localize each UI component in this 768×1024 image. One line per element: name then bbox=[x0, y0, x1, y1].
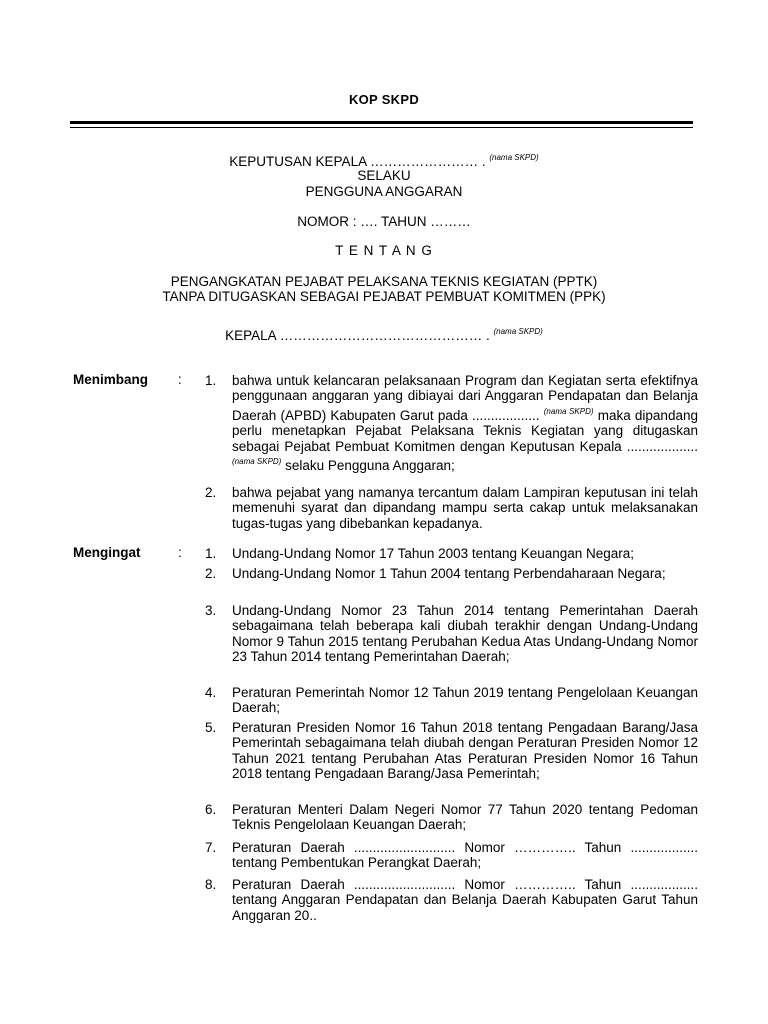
item-number: 2. bbox=[205, 485, 217, 500]
item-number: 6. bbox=[205, 802, 217, 817]
item-text: Undang-Undang Nomor 23 Tahun 2014 tentang Pemerintahan Daerah sebagaimana telah beberapa kali diubah terakhir dengan Undang-Undang Nomor 9 Tahun 2015 tentang Perubahan Kedua Atas Undang-Undang Nomor 23 Tahun 2014 tentang Pemerintahan Daerah; bbox=[232, 603, 698, 665]
mengingat-item-8 bbox=[205, 877, 698, 923]
item-text: Peraturan Presiden Nomor 16 Tahun 2018 tentang Pengadaan Barang/Jasa Pemerintah sebagaimana telah diubah dengan Peraturan Presiden Nomor 12 Tahun 2021 tentang Perubahan Atas Peraturan Presiden Nomor 16 Tahun 2018 tentang Pengadaan Barang/Jasa Pemerintah; bbox=[232, 720, 698, 782]
mengingat-item-6 bbox=[205, 802, 698, 833]
mengingat-label: Mengingat bbox=[73, 545, 141, 560]
nama-skpd-note: (nama SKPD) bbox=[489, 153, 539, 162]
nomor-line: NOMOR : …. TAHUN ……… bbox=[297, 214, 471, 229]
item-text: Undang-Undang Nomor 1 Tahun 2004 tentang Perbendaharaan Negara; bbox=[232, 566, 666, 581]
keputusan-line bbox=[0, 153, 768, 169]
item-number: 7. bbox=[205, 840, 217, 855]
mengingat-item-5 bbox=[205, 720, 698, 782]
item-number: 2. bbox=[205, 566, 217, 581]
mengingat-item-3 bbox=[205, 603, 698, 665]
nama-skpd-note: (nama SKPD) bbox=[543, 406, 594, 416]
item-text: maka dipandang perlu menetapkan Pejabat Pelaksana Teknis Kegiatan yang ditugaskan sebagai Pejabat Pembuat Komitmen dengan Keputusan Kepala ................... bbox=[232, 407, 698, 454]
nama-skpd-note: (nama SKPD) bbox=[232, 457, 282, 467]
mengingat-colon: : bbox=[178, 545, 182, 560]
item-text: Peraturan Menteri Dalam Negeri Nomor 77 Tahun 2020 tentang Pedoman Teknis Pengelolaan Keuangan Daerah; bbox=[232, 802, 698, 833]
item-number: 1. bbox=[205, 546, 217, 561]
mengingat-item-4 bbox=[205, 685, 698, 716]
kepala-text: KEPALA ……………………………………… . bbox=[225, 328, 490, 343]
item-text: Peraturan Daerah ........................... Nomor ………….. Tahun .................. tentang Anggaran Pendapatan dan Belanja Daerah Kabupaten Garut Tahun Anggaran 20.. bbox=[232, 877, 698, 923]
header-rule-thin bbox=[70, 127, 693, 128]
pengguna-anggaran-line: PENGGUNA ANGGARAN bbox=[305, 184, 463, 199]
header-rule-thick bbox=[70, 121, 693, 124]
selaku-line: SELAKU bbox=[357, 168, 411, 183]
item-number: 8. bbox=[205, 877, 217, 892]
item-number: 5. bbox=[205, 720, 217, 735]
tentang-heading: T E N T A N G bbox=[335, 243, 433, 258]
kop-skpd-heading: KOP SKPD bbox=[348, 92, 420, 107]
menimbang-item-2 bbox=[205, 485, 698, 531]
item-text: Peraturan Pemerintah Nomor 12 Tahun 2019 tentang Pengelolaan Keuangan Daerah; bbox=[232, 685, 698, 716]
mengingat-item-2 bbox=[205, 566, 698, 581]
subject-line-1: PENGANGKATAN PEJABAT PELAKSANA TEKNIS KEGIATAN (PPTK) bbox=[170, 274, 598, 289]
item-text: Peraturan Daerah ........................... Nomor ………….. Tahun .................. tentang Pembentukan Perangkat Daerah; bbox=[232, 840, 698, 871]
menimbang-item-1 bbox=[205, 373, 698, 473]
item-text: selaku Pengguna Anggaran; bbox=[285, 458, 455, 474]
kepala-line bbox=[0, 327, 768, 343]
item-number: 3. bbox=[205, 603, 217, 618]
item-number: 1. bbox=[205, 373, 217, 388]
menimbang-colon: : bbox=[178, 372, 182, 387]
mengingat-item-7 bbox=[205, 840, 698, 871]
keputusan-text: KEPUTUSAN KEPALA …………………… . bbox=[229, 154, 486, 169]
item-number: 4. bbox=[205, 685, 217, 700]
subject-line-2: TANPA DITUGASKAN SEBAGAI PEJABAT PEMBUAT KOMITMEN (PPK) bbox=[162, 289, 606, 304]
item-text: bahwa pejabat yang namanya tercantum dalam Lampiran keputusan ini telah memenuhi syarat dan dipandang mampu serta cakap untuk melaksanakan tugas-tugas yang dibebankan kepadanya. bbox=[232, 485, 698, 531]
item-text: bahwa untuk kelancaran pelaksanaan Program dan Kegiatan serta efektifnya penggunaan anggaran yang dibiayai dari Anggaran Pendapatan dan Belanja Daerah (APBD) Kabupaten Garut pada .................. bbox=[232, 373, 698, 423]
mengingat-item-1 bbox=[205, 546, 698, 561]
nama-skpd-note: (nama SKPD) bbox=[493, 327, 543, 336]
menimbang-label: Menimbang bbox=[73, 372, 149, 387]
item-text: Undang-Undang Nomor 17 Tahun 2003 tentang Keuangan Negara; bbox=[232, 546, 635, 561]
